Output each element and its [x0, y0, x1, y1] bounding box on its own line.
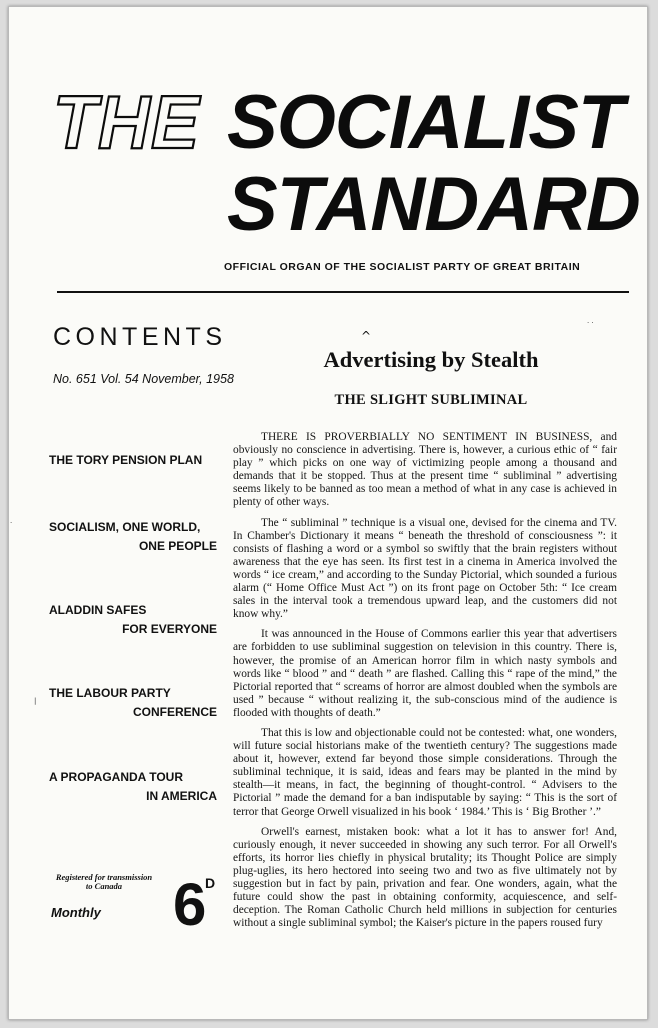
article-paragraph: It was announced in the House of Commons earlier this year that advertisers are forbidden to use subliminal suggestion on television in this country. There is, however, the promise of an American horror film in which nasty symbols and words like “ blood ” and “ death ” are flashed. Calling this “ rape of the mind,” the Pictorial reported that “ screams of horror are almost doubled when the symbols are used ” because “ without realizing it, the sub-conscious mind of the audience is flooded with thoughts of death.” — [233, 628, 617, 719]
registration-line: to Canada — [85, 881, 123, 891]
print-speck: | — [34, 697, 37, 705]
print-speck: · — [10, 519, 13, 527]
article-paragraph: THERE IS PROVERBIALLY NO SENTIMENT IN BUSINESS, and obviously no conscience in advertising. There is, however, a curious ethic of “ fair play ” which picks on one way of victimizing people among a thousand and demands that it be stopped. Thus at the present time “ subliminal ” advertising seems likely to be banned as too mean a method of what in any case is achieved in plenty of other ways. — [233, 431, 617, 509]
frequency-label: Monthly — [51, 905, 101, 920]
masthead-standard: STANDARD — [227, 162, 640, 247]
contents-item-line2: FOR EVERYONE — [122, 622, 217, 636]
contents-item-line1: THE TORY PENSION PLAN — [49, 453, 203, 467]
registration-line: Registered for transmission — [55, 872, 153, 882]
article-paragraph: Orwell's earnest, mistaken book: what a lot it has to answer for! And, curiously enough, it never succeeded in showing any such terror. For all Orwell's efforts, its horror lies chiefly in physical brutality; its Thought Police are simply plug-uglies, its hero hectored into seeing two and two as five ultimately not by suggestion but in fact by pain, privation and fear. One wonders, again, what the future could show the past in obtaining conformity, acquiescence, and self-deception. The Roman Catholic Church held millions in subjection for centuries without a single subliminal symbol; the Kaiser's picture in the papers roused fury — [233, 825, 617, 930]
contents-heading: CONTENTS — [53, 323, 227, 351]
issue-info: No. 651 Vol. 54 November, 1958 — [53, 372, 234, 386]
contents-item — [49, 518, 217, 556]
print-speck: · · — [587, 319, 594, 327]
contents-item-line1: THE LABOUR PARTY — [49, 686, 171, 700]
article-title: Advertising by Stealth — [323, 347, 539, 372]
masthead-divider — [57, 291, 629, 293]
print-mark: ^ — [361, 329, 372, 343]
masthead-socialist: SOCIALIST — [227, 80, 624, 165]
contents-item — [49, 684, 217, 722]
contents-item-line2: ONE PEOPLE — [138, 539, 217, 553]
contents-item — [49, 451, 217, 470]
contents-item-line1: ALADDIN SAFES — [49, 603, 147, 617]
article-paragraph: The “ subliminal ” technique is a visual one, devised for the cinema and TV. In Chamber's Dictionary it means “ beneath the threshold of consciousness ”: it consists of flashing a word or a symbol so swiftly that the brain registers without awareness that the eye has seen. Its first test in a cinema in America involved the words “ ice cream,” and according to the Sunday Pictorial, which sounded a furious alarm (“ Home Office Must Act ”) on its front page on October 5th: “ Ice cream sales in the interval took a tremendous upward leap, and the customers did not know why.” — [233, 516, 617, 621]
contents-item-line2: IN AMERICA — [146, 789, 217, 803]
contents-item-line1: A PROPAGANDA TOUR — [49, 770, 184, 784]
contents-item — [49, 768, 217, 806]
contents-item-line2: CONFERENCE — [132, 705, 217, 719]
price-unit: D — [205, 875, 216, 891]
masthead-the: THE — [53, 81, 200, 165]
registration-note — [49, 873, 159, 891]
article-subtitle: THE SLIGHT SUBLIMINAL — [334, 392, 528, 408]
contents-item-line1: SOCIALISM, ONE WORLD, — [49, 520, 201, 534]
article-body — [233, 431, 617, 937]
article-paragraph: That this is low and objectionable could not be contested: what, one wonders, will future social historians make of the twentieth century? The suggestions made about it, however, extend far beyond those simple considerations. Through the subliminal technique, it is said, ideas and fears may be planted in the mind by stealth—it means, in fact, the beginning of thought-control. “ Advisers to the Pictorial ” made the demand for a ban indisputable by saying: “ This is the sort of terror that George Orwell visualized in his book ‘ 1984.’ This is ‘ Big Brother ’.” — [233, 726, 617, 818]
contents-item — [49, 601, 217, 639]
price-value: 6 — [173, 871, 207, 938]
magazine-cover — [8, 6, 648, 1020]
masthead-subtitle: OFFICIAL ORGAN OF THE SOCIALIST PARTY OF GREAT BRITAIN — [224, 261, 581, 273]
